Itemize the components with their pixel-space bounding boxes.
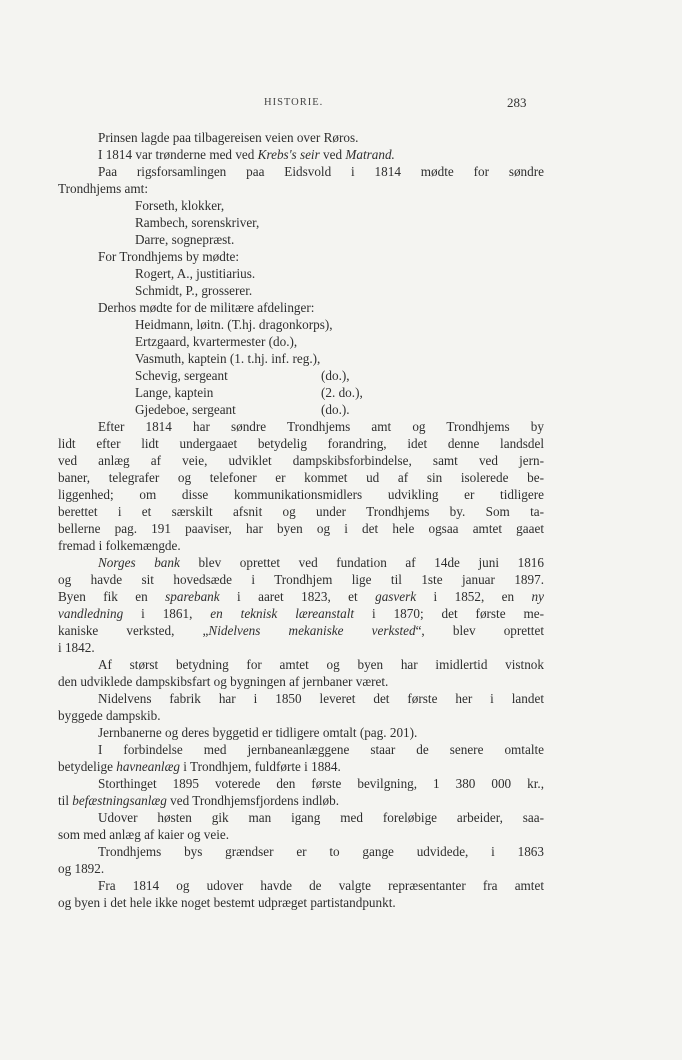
text-run: Efter 1814 har søndre Trondhjems amt og Trondhjems by (98, 419, 544, 434)
text-run: fremad i folkemængde. (58, 538, 181, 553)
running-head (0, 97, 682, 113)
text-run: Rambech, sorenskriver, (135, 215, 260, 230)
text-line (58, 673, 544, 690)
text-run: Darre, sognepræst. (135, 232, 235, 247)
text-line (58, 877, 544, 894)
text-line (58, 860, 544, 877)
italic-text: havneanlæg (116, 759, 180, 774)
text-run: blev oprettet ved fundation af 14de juni 1816 (179, 555, 544, 570)
text-run: i 1870; det første me- (354, 606, 544, 621)
text-line (58, 826, 544, 843)
text-line (58, 214, 544, 231)
text-line (58, 350, 544, 367)
text-line (58, 537, 544, 554)
italic-text: Norges bank (98, 555, 180, 570)
text-run: Af størst betydning for amtet og byen har imidlertid vistnok (98, 657, 544, 672)
italic-text: Matrand. (345, 147, 395, 162)
italic-text: sparebank (165, 589, 220, 604)
text-run: Gjedeboe, sergeant (135, 402, 236, 417)
text-run: og 1892. (58, 861, 105, 876)
text-run: berettet i et særskilt afsnit og under Trondhjems by. Som ta- (58, 504, 544, 519)
text-run: Byen fik en (58, 589, 166, 604)
text-run: Paa rigsforsamlingen paa Eidsvold i 1814 mødte for søndre (98, 164, 544, 179)
text-run: Schevig, sergeant (135, 368, 228, 383)
italic-text: Krebs's seir (257, 147, 320, 162)
page-number: 283 (507, 95, 527, 110)
text-line (58, 248, 544, 265)
text-run: byggede dampskib. (58, 708, 161, 723)
text-line (58, 605, 544, 622)
text-run: Trondhjems amt: (58, 181, 149, 196)
text-run: Storthinget 1895 voterede den første bevilgning, 1 380 000 kr., (98, 776, 544, 791)
text-run: baner, telegrafer og telefoner er kommet ud af sin isolerede be- (58, 470, 544, 485)
text-line (58, 129, 544, 146)
text-line (58, 384, 544, 401)
text-run: “, blev oprettet (415, 623, 544, 638)
text-run: som med anlæg af kaier og veie. (58, 827, 230, 842)
text-line (58, 571, 544, 588)
text-run: i aaret 1823, et (219, 589, 376, 604)
text-run: Nidelvens fabrik har i 1850 leveret det første her i landet (98, 691, 544, 706)
text-line (58, 231, 544, 248)
text-run: Derhos mødte for de militære afdelinger: (98, 300, 315, 315)
text-line (58, 588, 544, 605)
text-line (58, 622, 544, 639)
text-run: Fra 1814 og udover havde de valgte repræsentanter fra amtet (98, 878, 544, 893)
text-run: i 1852, en (416, 589, 532, 604)
text-run: Schmidt, P., grosserer. (135, 283, 253, 298)
text-line (58, 418, 544, 435)
italic-text: en teknisk læreanstalt (210, 606, 355, 621)
text-run: og byen i det hele ikke noget bestemt udpræget partistandpunkt. (58, 895, 396, 910)
text-run: i 1842. (58, 640, 95, 655)
italic-text: befæstningsanlæg (72, 793, 167, 808)
text-run: Lange, kaptein (135, 385, 214, 400)
text-run: Prinsen lagde paa tilbagereisen veien over Røros. (98, 130, 359, 145)
text-line (58, 367, 544, 384)
text-run: I forbindelse med jernbaneanlæggene staar de senere omtalte (98, 742, 544, 757)
text-line (58, 333, 544, 350)
text-run: Jernbanerne og deres byggetid er tidligere omtalt (pag. 201). (98, 725, 418, 740)
text-line (58, 792, 544, 809)
text-line (58, 775, 544, 792)
text-line (58, 401, 544, 418)
italic-text: vandledning (58, 606, 124, 621)
text-line (58, 197, 544, 214)
text-line (58, 639, 544, 656)
text-line (58, 299, 544, 316)
text-line (58, 163, 544, 180)
text-run: og havde sit hovedsæde i Trondhjem lige til 1ste januar 1897. (58, 572, 544, 587)
text-line (58, 809, 544, 826)
text-line (58, 724, 544, 741)
text-run: Udover høsten gik man igang med foreløbige arbeider, saa- (98, 810, 544, 825)
text-line (58, 503, 544, 520)
text-line (58, 843, 544, 860)
text-line (58, 894, 544, 911)
text-line (58, 486, 544, 503)
italic-text: gasverk (375, 589, 417, 604)
text-run: (2. do.), (321, 385, 363, 400)
text-line (58, 656, 544, 673)
text-run: Vasmuth, kaptein (1. t.hj. inf. reg.), (135, 351, 321, 366)
body-text (58, 129, 544, 911)
text-run: til (58, 793, 73, 808)
text-run: I 1814 var trønderne med ved (98, 147, 258, 162)
text-run: Rogert, A., justitiarius. (135, 266, 256, 281)
text-line (58, 741, 544, 758)
text-run: i 1861, (123, 606, 211, 621)
text-run: ved Trondhjemsfjordens indløb. (166, 793, 339, 808)
text-run: Ertzgaard, kvartermester (do.), (135, 334, 298, 349)
text-line (58, 520, 544, 537)
text-line (58, 435, 544, 452)
text-line (58, 452, 544, 469)
text-line (58, 707, 544, 724)
text-run: ved (319, 147, 346, 162)
italic-text: Nidelvens mekaniske verksted (208, 623, 416, 638)
text-run: kaniske verksted, „ (58, 623, 209, 638)
text-line (58, 758, 544, 775)
text-run: (do.). (321, 402, 350, 417)
text-run: den udviklede dampskibsfart og bygningen af jernbaner været. (58, 674, 389, 689)
text-run: ved anlæg af veie, udviklet dampskibsforbindelse, samt ved jern- (58, 453, 544, 468)
text-run: (do.), (321, 368, 350, 383)
text-line (58, 180, 544, 197)
italic-text: ny (531, 589, 544, 604)
text-line (58, 554, 544, 571)
text-line (58, 282, 544, 299)
text-line (58, 265, 544, 282)
text-run: liggenhed; om disse kommunikationsmidlers udvikling er tidligere (58, 487, 544, 502)
text-run: bellerne pag. 191 paaviser, har byen og i det hele ogsaa amtet gaaet (58, 521, 544, 536)
text-run: lidt efter lidt undergaaet betydelig forandring, idet denne landsdel (58, 436, 544, 451)
text-run: i Trondhjem, fuldførte i 1884. (179, 759, 341, 774)
text-run: Forseth, klokker, (135, 198, 225, 213)
text-line (58, 316, 544, 333)
text-line (58, 690, 544, 707)
text-run: Trondhjems bys grændser er to gange udvidede, i 1863 (98, 844, 544, 859)
text-run: Heidmann, løitn. (T.hj. dragonkorps), (135, 317, 333, 332)
running-head-title: HISTORIE. (264, 97, 324, 108)
text-line (58, 469, 544, 486)
text-line (58, 146, 544, 163)
text-run: For Trondhjems by mødte: (98, 249, 240, 264)
text-run: betydelige (58, 759, 117, 774)
